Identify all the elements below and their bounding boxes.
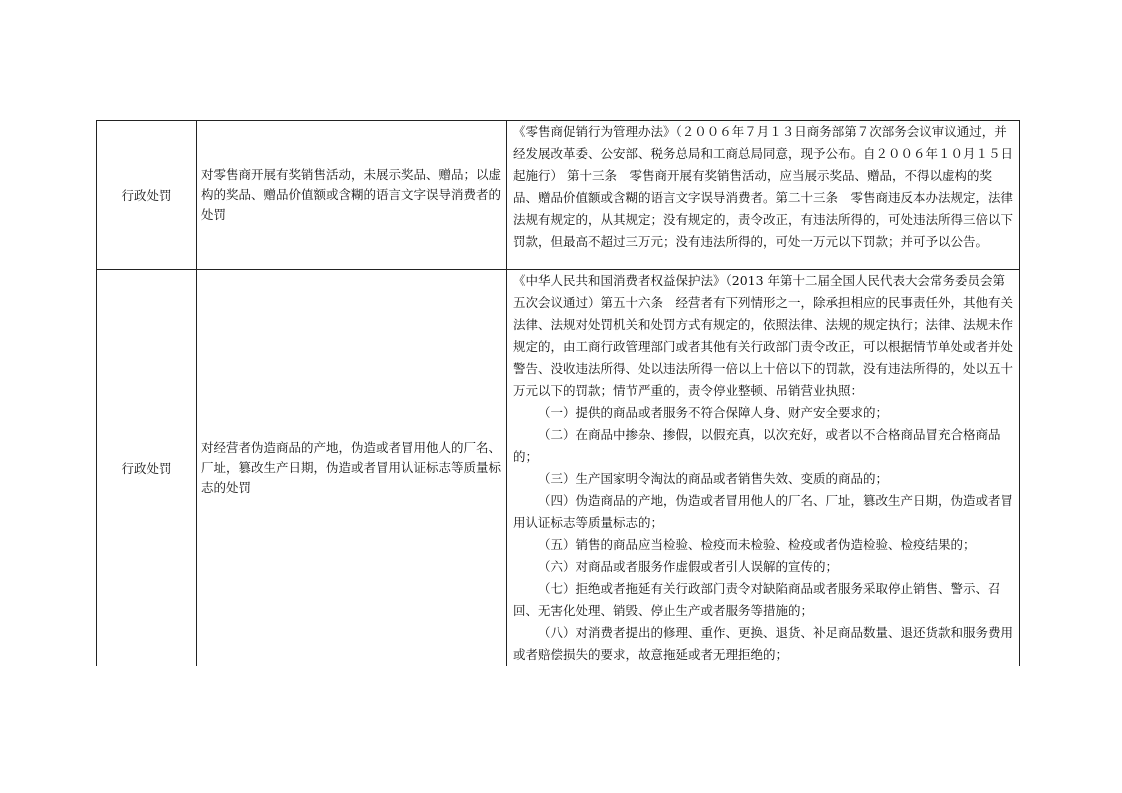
table-row	[97, 270, 1020, 667]
item-cell: 对零售商开展有奖销售活动，未展示奖品、赠品；以虚构的奖品、赠品价值额或含糊的语言文字误导消费者的处罚	[197, 121, 507, 270]
category-cell: 行政处罚	[97, 121, 197, 270]
basis-paragraph: 《零售商促销行为管理办法》（２００６年７月１３日商务部第７次部务会议审议通过，并经发展改革委、公安部、税务总局和工商总局同意，现予公布。自２００６年１０月１５日起施行） 第十三条 零售商开展有奖销售活动，应当展示奖品、赠品，不得以虚构的奖品、赠品价值额或含糊的语言文字误导消费者。第二十三条 零售商违反本办法规定，法律法规有规定的，从其规定；没有规定的，责令改正，有违法所得的，可处违法所得三倍以下罚款，但最高不超过三万元；没有违法所得的，可处一万元以下罚款；并可予以公告。	[513, 124, 1014, 249]
basis-paragraph: 《中华人民共和国消费者权益保护法》（2013 年第十二届全国人民代表大会常务委员会第五次会议通过）第五十六条 经营者有下列情形之一，除承担相应的民事责任外，其他有关法律、法规对处罚机关和处罚方式有规定的，依照法律、法规的规定执行；法律、法规未作规定的，由工商行政管理部门或者其他有关行政部门责令改正，可以根据情节单处或者并处警告、没收违法所得、处以违法所得一倍以上十倍以下的罚款，没有违法所得的，处以五十万元以下的罚款；情节严重的，责令停业整顿、吊销营业执照：	[513, 273, 1014, 398]
basis-clause: （一）提供的商品或者服务不符合保障人身、财产安全要求的；	[538, 405, 889, 420]
basis-clause: （四）伪造商品的产地，伪造或者冒用他人的厂名、厂址，篡改生产日期，伪造或者冒用认证标志等质量标志的；	[513, 493, 1014, 530]
basis-clause: （七）拒绝或者拖延有关行政部门责令对缺陷商品或者服务采取停止销售、警示、召回、无害化处理、销毁、停止生产或者服务等措施的；	[513, 581, 1001, 618]
item-cell: 对经营者伪造商品的产地，伪造或者冒用他人的厂名、厂址，篡改生产日期，伪造或者冒用认证标志等质量标志的处罚	[197, 270, 507, 667]
basis-cell	[507, 270, 1020, 667]
basis-clause: （二）在商品中掺杂、掺假，以假充真，以次充好，或者以不合格商品冒充合格商品的；	[513, 427, 1001, 464]
basis-clause: （五）销售的商品应当检验、检疫而未检验、检疫或者伪造检验、检疫结果的；	[538, 537, 976, 552]
category-cell: 行政处罚	[97, 270, 197, 667]
basis-clause: （六）对商品或者服务作虚假或者引人误解的宣传的；	[538, 559, 839, 574]
basis-cell	[507, 121, 1020, 270]
penalty-table	[96, 120, 1020, 666]
basis-clause: （三）生产国家明令淘汰的商品或者销售失效、变质的商品的；	[538, 471, 889, 486]
basis-clause: （八）对消费者提出的修理、重作、更换、退货、补足商品数量、退还货款和服务费用或者赔偿损失的要求，故意拖延或者无理拒绝的；	[513, 625, 1014, 662]
table-row	[97, 121, 1020, 270]
